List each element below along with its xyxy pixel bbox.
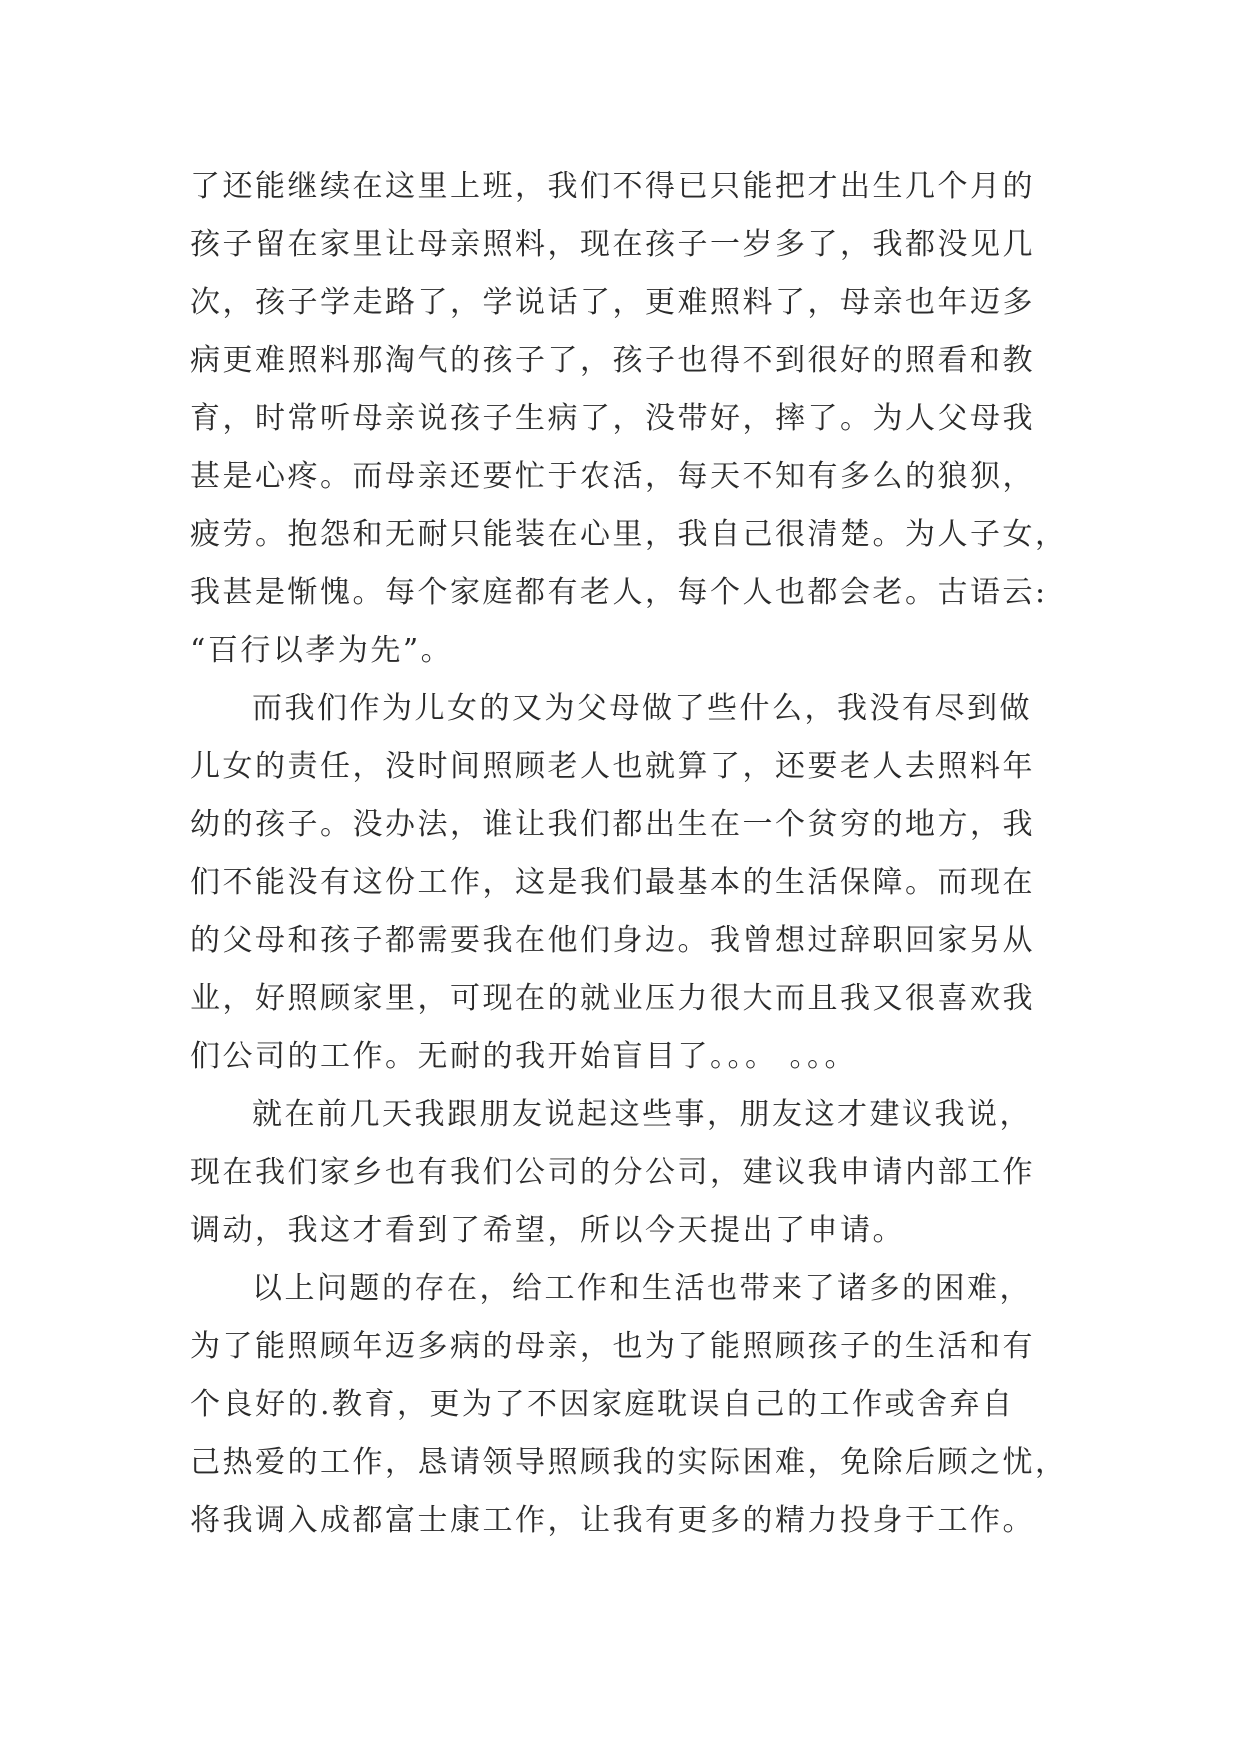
text-line: 儿女的责任，没时间照顾老人也就算了，还要老人去照料年 — [190, 749, 1035, 784]
text-line: 病更难照料那淘气的孩子了，孩子也得不到很好的照看和教 — [190, 343, 1035, 378]
text-line: 甚是心疼。而母亲还要忙于农活，每天不知有多么的狼狈， — [190, 459, 1035, 494]
text-line: 育，时常听母亲说孩子生病了，没带好，摔了。为人父母我 — [190, 401, 1035, 436]
text-line: 的父母和孩子都需要我在他们身边。我曾想过辞职回家另从 — [190, 923, 1035, 958]
text-line: 业，好照顾家里，可现在的就业压力很大而且我又很喜欢我 — [190, 981, 1035, 1016]
text-line: 就在前几天我跟朋友说起这些事，朋友这才建议我说， — [252, 1097, 1032, 1132]
text-line: 己热爱的工作，恳请领导照顾我的实际困难，免除后顾之忧， — [190, 1445, 1068, 1480]
text-line: 将我调入成都富士康工作，让我有更多的精力投身于工作。 — [190, 1503, 1035, 1538]
document-body — [190, 158, 1090, 1550]
text-line: 为了能照顾年迈多病的母亲，也为了能照顾孩子的生活和有 — [190, 1329, 1035, 1364]
text-line: 孩子留在家里让母亲照料，现在孩子一岁多了，我都没见几 — [190, 227, 1035, 262]
text-line: 了还能继续在这里上班，我们不得已只能把才出生几个月的 — [190, 169, 1035, 204]
text-line: 们公司的工作。无耐的我开始盲目了。。。 。。。 — [190, 1039, 858, 1074]
text-line: 个良好的.教育，更为了不因家庭耽误自己的工作或舍弃自 — [190, 1387, 1015, 1422]
text-line: 我甚是惭愧。每个家庭都有老人，每个人也都会老。古语云: — [190, 575, 1048, 610]
text-line: 次，孩子学走路了，学说话了，更难照料了，母亲也年迈多 — [190, 285, 1035, 320]
text-line: 调动，我这才看到了希望，所以今天提出了申请。 — [190, 1213, 905, 1248]
text-line: 们不能没有这份工作，这是我们最基本的生活保障。而现在 — [190, 865, 1035, 900]
text-line: 疲劳。抱怨和无耐只能装在心里，我自己很清楚。为人子女， — [190, 517, 1068, 552]
text-line: 幼的孩子。没办法，谁让我们都出生在一个贫穷的地方，我 — [190, 807, 1035, 842]
text-line: “百行以孝为先”。 — [190, 633, 454, 668]
text-line: 以上问题的存在，给工作和生活也带来了诸多的困难， — [252, 1271, 1032, 1306]
text-line: 而我们作为儿女的又为父母做了些什么，我没有尽到做 — [252, 691, 1032, 726]
text-line: 现在我们家乡也有我们公司的分公司，建议我申请内部工作 — [190, 1155, 1035, 1190]
